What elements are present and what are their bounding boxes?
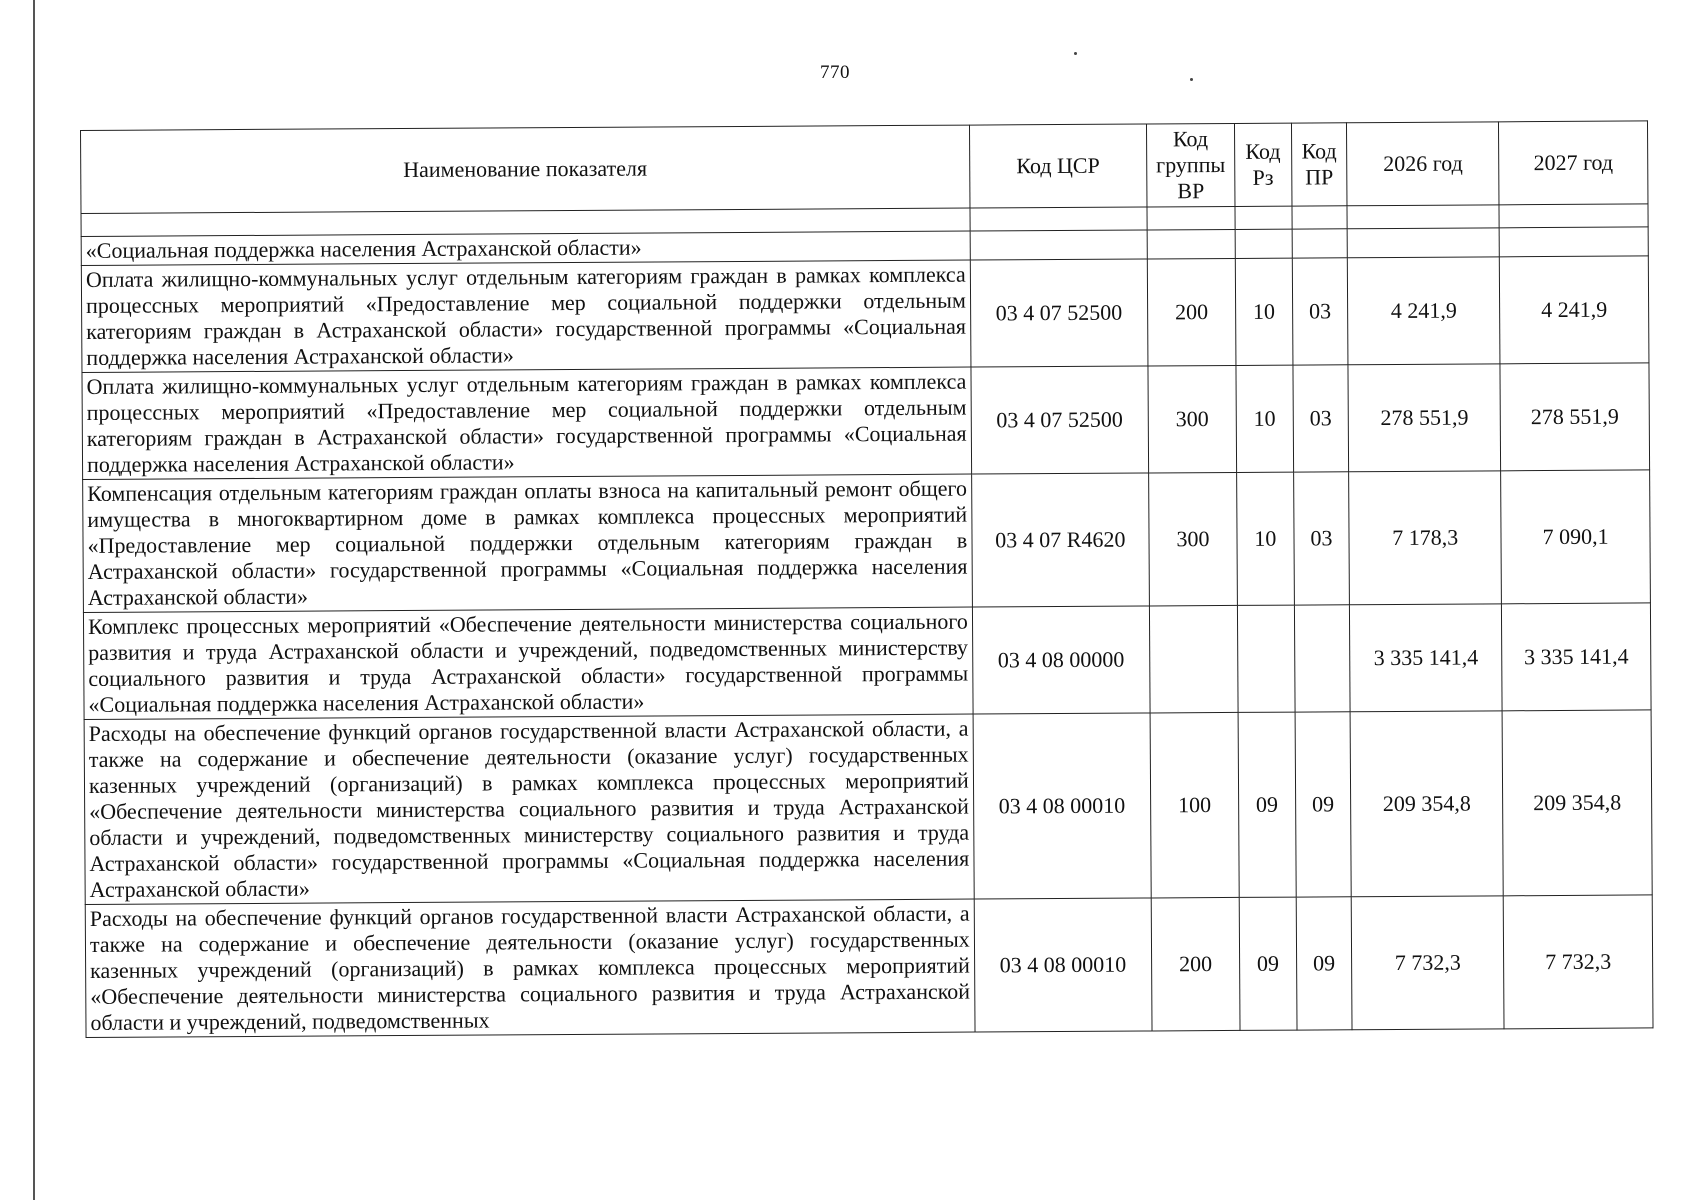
cell-csr: 03 4 08 00000 [972, 606, 1150, 714]
table-row [82, 363, 1650, 480]
cell-name: Компенсация отдельным категориям граждан оплаты взноса на капитальный ремонт общего имущества в многоквартирном доме в рамках комплекса процессных мероприятий «Предоставление мер социальной поддержки отдельным категориям граждан в Астраханской области» государственной программы «Социальная поддержка населения Астраханской области» [83, 474, 973, 612]
scan-speck [1190, 78, 1193, 81]
col-header-csr: Код ЦСР [969, 124, 1147, 208]
cell-pr [1292, 229, 1348, 258]
cell-name: Комплекс процессных мероприятий «Обеспечение деятельности министерства социального развития и труда Астраханской области и учреждений, подведомственных министерству социального развития и труда Астраханской области» государственной программы «Социальная поддержка населения Астраханской области» [83, 607, 972, 719]
cell-csr [970, 230, 1147, 260]
cell-2027: 278 551,9 [1500, 363, 1650, 471]
scan-speck [1074, 52, 1077, 55]
cell-pr: 09 [1295, 712, 1352, 897]
cell-vr [1147, 229, 1235, 259]
cell-vr: 300 [1149, 472, 1238, 606]
cell-2026: 4 241,9 [1348, 257, 1500, 365]
col-header-rz: Код Рз [1234, 123, 1291, 206]
cell-2027 [1499, 227, 1648, 257]
cell-pr: 03 [1292, 258, 1348, 365]
cell-pr: 03 [1293, 472, 1349, 605]
cell-rz [1237, 605, 1294, 712]
page-number: 770 [820, 62, 850, 83]
table-header-row [81, 121, 1648, 214]
cell-rz: 09 [1239, 897, 1296, 1030]
cell-vr: 200 [1151, 897, 1240, 1031]
col-header-vr: Код группы ВР [1146, 123, 1235, 207]
cell-rz: 10 [1235, 258, 1292, 365]
cell-vr: 200 [1147, 258, 1236, 366]
cell-2027: 7 732,3 [1503, 895, 1653, 1029]
cell-rz: 09 [1238, 712, 1296, 897]
cell-2027: 3 335 141,4 [1502, 603, 1652, 711]
table-row [83, 603, 1651, 720]
cell-2027: 209 354,8 [1502, 710, 1652, 896]
cell-rz: 10 [1236, 365, 1293, 472]
budget-table [80, 120, 1654, 1038]
cell-name: Расходы на обеспечение функций органов государственной власти Астраханской области, а также на содержание и обеспечение деятельности (оказание услуг) государственных казенных учреждений (организаций) в рамках комплекса процессных мероприятий «Обеспечение деятельности министерства социального развития и труда Астраханской области и учреждений, подведомственных министерству социального развития и труда Астраханской области» государственной программы «Социальная поддержка населения Астраханской области» [84, 714, 974, 904]
cell-2027: 4 241,9 [1499, 256, 1649, 364]
cell-csr: 03 4 08 00010 [973, 713, 1151, 899]
cell-name: Оплата жилищно-коммунальных услуг отдельным категориям граждан в рамках комплекса процессных мероприятий «Предоставление мер социальной поддержки отдельным категориям граждан в Астраханской области» государственной программы «Социальная поддержка населения Астраханской области» [81, 260, 970, 372]
cell-vr: 300 [1148, 365, 1237, 473]
cell-2026: 3 335 141,4 [1350, 604, 1502, 712]
table-row [85, 895, 1653, 1038]
col-header-2026: 2026 год [1347, 122, 1499, 206]
cell-csr: 03 4 07 52500 [971, 366, 1149, 474]
cell-csr: 03 4 07 52500 [970, 259, 1148, 367]
cell-pr: 03 [1293, 365, 1349, 472]
cell-csr: 03 4 07 R4620 [971, 473, 1149, 607]
cell-2026 [1347, 228, 1499, 258]
table-row [83, 470, 1651, 613]
cell-vr [1149, 605, 1238, 713]
cell-name: Оплата жилищно-коммунальных услуг отдельным категориям граждан в рамках комплекса процессных мероприятий «Предоставление мер социальной поддержки отдельным категориям граждан в Астраханской области» государственной программы «Социальная поддержка населения Астраханской области» [82, 367, 971, 479]
col-header-name: Наименование показателя [81, 125, 970, 213]
cell-pr [1294, 605, 1350, 712]
cell-rz [1235, 229, 1292, 258]
col-header-pr: Код ПР [1291, 123, 1347, 206]
cell-2026: 7 178,3 [1349, 471, 1502, 605]
cell-2027: 7 090,1 [1501, 470, 1651, 604]
cell-rz: 10 [1237, 472, 1294, 605]
cell-2026: 7 732,3 [1352, 896, 1505, 1030]
col-header-2027: 2027 год [1499, 121, 1648, 205]
binding-margin-line [33, 0, 35, 1200]
cell-name: Расходы на обеспечение функций органов государственной власти Астраханской области, а также на содержание и обеспечение деятельности (оказание услуг) государственных казенных учреждений (организаций) в рамках комплекса процессных мероприятий «Обеспечение деятельности министерства социального развития и труда Астраханской области и учреждений, подведомственных [85, 899, 975, 1037]
cell-vr: 100 [1150, 712, 1239, 898]
cell-csr: 03 4 08 00010 [974, 898, 1152, 1032]
table-row [81, 256, 1649, 373]
cell-name: «Социальная поддержка населения Астраханской области» [81, 231, 970, 265]
cell-2026: 278 551,9 [1348, 364, 1500, 472]
cell-2026: 209 354,8 [1350, 711, 1503, 897]
table-row [84, 710, 1652, 905]
cell-pr: 09 [1296, 897, 1352, 1030]
